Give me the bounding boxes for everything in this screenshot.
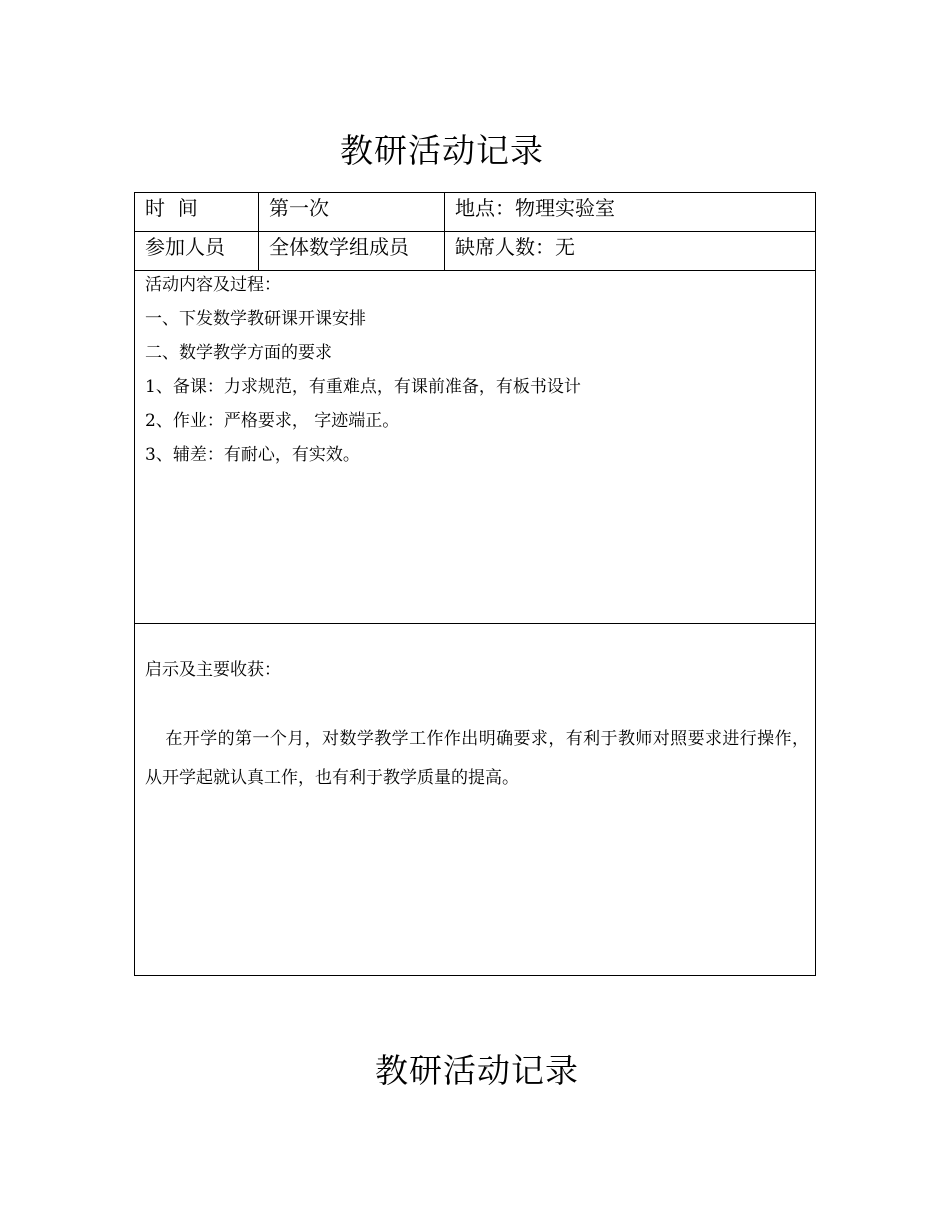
table-row-time [135,193,815,232]
insight-body: 在开学的第一个月，对数学教学工作作出明确要求，有利于教师对照要求进行操作，从开学起就认真工作，也有利于教学质量的提高。 [145,729,809,788]
content-heading: 活动内容及过程： [145,275,281,295]
activity-record-table [134,192,816,976]
content-line: 二、数学教学方面的要求 [145,343,332,363]
content-line: 1、备课：力求规范，有重难点，有课前准备，有板书设计 [145,377,581,397]
insight-heading: 启示及主要收获： [145,660,281,680]
time-label: 时 间 [135,193,259,231]
insight-section [135,624,815,975]
absent-value: 缺席人数：无 [455,235,575,259]
location-value: 地点：物理实验室 [455,196,615,220]
participants-label: 参加人员 [135,232,259,270]
activity-content-section [135,271,815,624]
content-line: 2、作业：严格要求， 字迹端正。 [145,411,400,431]
page-title: 教研活动记录 [340,131,544,170]
content-line: 3、辅差：有耐心，有实效。 [145,445,360,465]
next-page-title: 教研活动记录 [375,1051,579,1090]
content-line: 一、下发数学教研课开课安排 [145,309,366,329]
participants-value: 全体数学组成员 [259,232,445,270]
session-value: 第一次 [259,193,445,231]
table-row-participants [135,232,815,271]
